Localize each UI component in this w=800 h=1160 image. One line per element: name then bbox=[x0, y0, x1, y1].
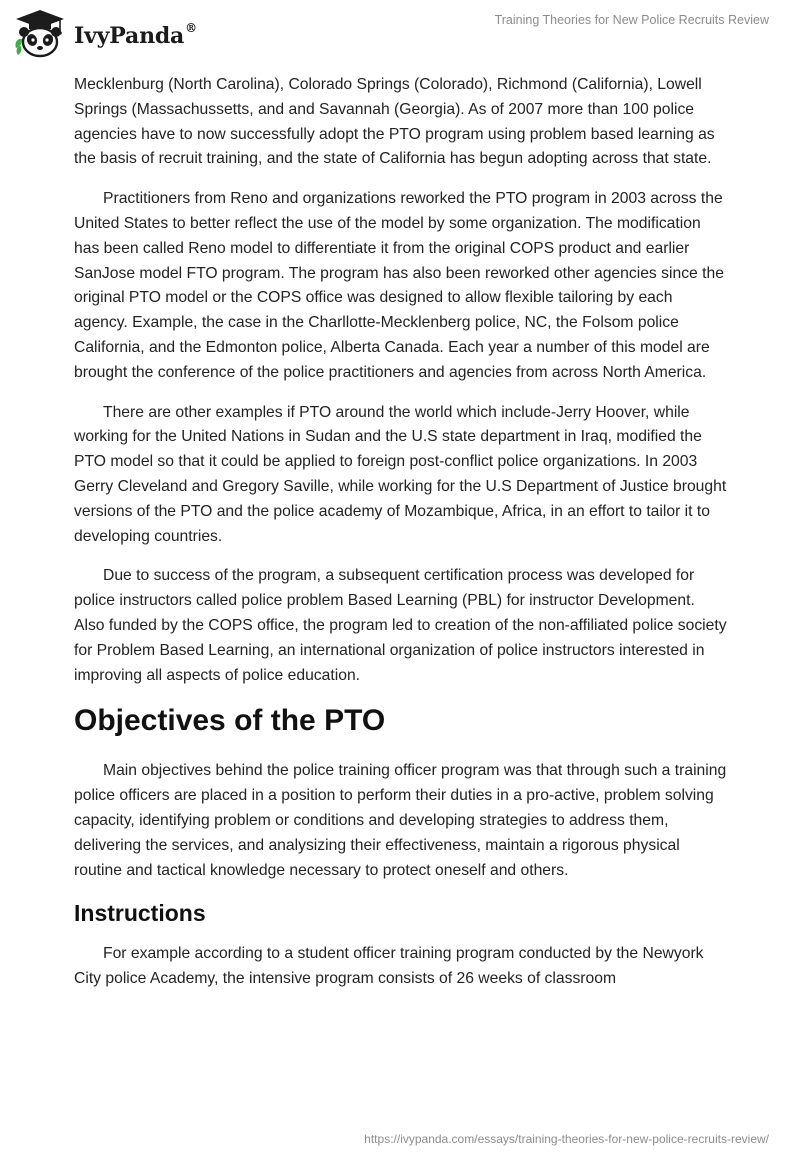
paragraph-2: Practitioners from Reno and organizations reworked the PTO program in 2003 across the United States to better reflect the use of the model by some organization. The modification has been called Reno model to differentiate it from the original COPS product and earlier SanJose model FTO program. The program has also been reworked other agencies since the original PTO model or the COPS office was designed to allow flexible tailoring by each agency. Example, the case in the Charllotte-Mecklenberg police, NC, the Folsom police California, and the Edmonton police, Alberta Canada. Each year a number of this model are brought the conference of the police practitioners and agencies from across North America. bbox=[74, 190, 724, 381]
paragraph-3: There are other examples if PTO around the world which include-Jerry Hoover, while working for the United Nations in Sudan and the U.S state department in Iraq, modified the PTO model so that it could be applied to foreign post-conflict police organizations. In 2003 Gerry Cleveland and Gregory Saville, while working for the U.S Department of Justice brought versions of the PTO and the police academy of Mozambique, Africa, in an effort to tailor it to developing countries. bbox=[74, 403, 727, 545]
page-header bbox=[0, 0, 800, 70]
heading-objectives: Objectives of the PTO bbox=[74, 704, 386, 738]
paragraph-1: Mecklenburg (North Carolina), Colorado Springs (Colorado), Richmond (California), Lowell Springs (Massachussetts, and and Savannah (Georgia). As of 2007 more than 100 police agencies have to now successfully adopt the PTO program using problem based learning as the basis of recruit training, and the state of California has begun adopting across that state. bbox=[74, 76, 715, 168]
paragraph-5: Main objectives behind the police training officer program was that through such a training police officers are placed in a position to perform their duties in a pro-active, problem solving capacity, identifying problem or conditions and developing strategies to address them, delivering the services, and analysizing their effectiveness, maintain a rigorous physical routine and tactical knowledge necessary to protect oneself and others. bbox=[74, 762, 727, 879]
article-body bbox=[74, 73, 728, 1007]
paragraph-6: For example according to a student officer training program conducted by the Newyork City police Academy, the intensive program consists of 26 weeks of classroom bbox=[74, 945, 704, 988]
logo-text: IvyPanda® bbox=[74, 21, 197, 49]
footer-url-link[interactable]: https://ivypanda.com/essays/training-theories-for-new-police-recruits-review/ bbox=[364, 1132, 769, 1146]
heading-instructions: Instructions bbox=[74, 900, 206, 927]
panda-logo-icon bbox=[12, 8, 68, 60]
paragraph-4: Due to success of the program, a subsequent certification process was developed for police instructors called police problem Based Learning (PBL) for instructor Development. Also funded by the COPS office, the program led to creation of the non-affiliated police society for Problem Based Learning, an international organization of police instructors interested in improving all aspects of police education. bbox=[74, 567, 727, 684]
logo[interactable] bbox=[12, 8, 197, 60]
running-title: Training Theories for New Police Recruits Review bbox=[494, 13, 769, 27]
